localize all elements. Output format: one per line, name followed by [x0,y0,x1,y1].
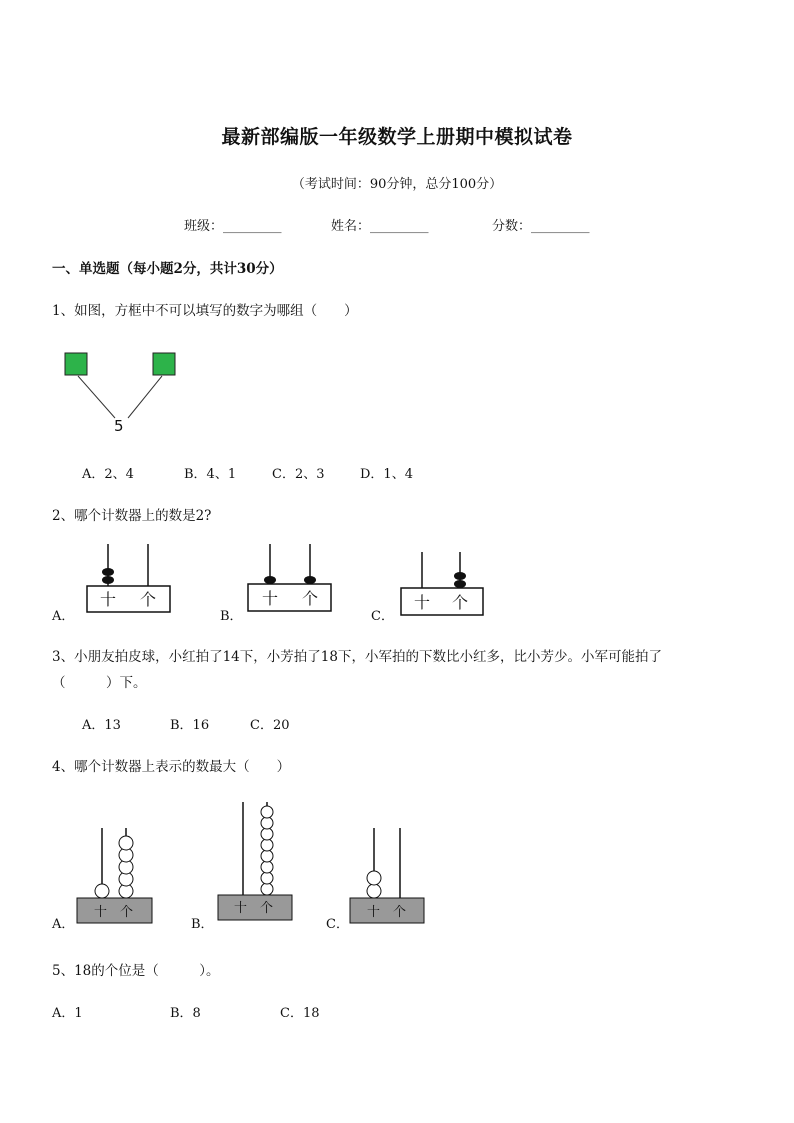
right-answer-box [153,353,175,375]
tens-place-label: 十 [94,905,108,920]
ones-place-label: 个 [302,589,319,608]
tens-place-label: 十 [100,590,117,609]
question-2-text: 2、哪个计数器上的数是2? [52,508,212,524]
abacus-bead [454,572,466,580]
page-title: 最新部编版一年级数学上册期中模拟试卷 [221,126,573,148]
q4-abacus-b [215,800,297,925]
abacus-base [248,584,331,611]
q4-option-c-label[interactable]: C． [326,917,349,932]
abacus-bead [261,806,273,818]
abacus-base [350,898,424,923]
ones-place-label: 个 [140,590,157,609]
abacus-bead [102,568,114,576]
q2-option-a-label[interactable]: A． [52,609,75,624]
q2-abacus-b [244,542,336,617]
ones-place-label: 个 [452,593,469,612]
abacus-bead [102,576,114,584]
abacus-bead [261,817,273,829]
q3-option-b[interactable]: B．16 [170,718,210,733]
ones-place-label: 个 [120,905,134,920]
q1-option-b[interactable]: B．4、1 [184,467,237,482]
ones-place-label: 个 [260,901,274,916]
exam-duration-note: （考试时间：90分钟，总分100分） [291,177,503,192]
question-1-text: 1、如图，方框中不可以填写的数字为哪组（ ） [52,303,358,319]
right-branch-line [128,376,162,418]
decomposition-figure [60,348,190,440]
q2-abacus-c [396,550,488,620]
left-answer-box [65,353,87,375]
left-branch-line [78,376,115,418]
question-3-text-line2: （ ）下。 [52,675,147,691]
section-heading: 一、单选题（每小题2分，共计30分） [52,261,283,277]
q4-option-b-label[interactable]: B． [191,917,214,932]
score-field[interactable]: 分数：_________ [492,219,590,234]
abacus-bead [454,580,466,588]
abacus-base [218,895,292,920]
q5-option-c[interactable]: C．18 [280,1006,320,1021]
q4-option-a-label[interactable]: A． [52,917,75,932]
ones-place-label: 个 [393,905,407,920]
abacus-bead [261,850,273,862]
abacus-bead [261,828,273,840]
q3-option-a[interactable]: A．13 [82,718,121,733]
tens-place-label: 十 [262,589,279,608]
abacus-base [77,898,152,923]
abacus-bead [304,576,316,584]
tens-place-label: 十 [367,905,381,920]
q5-option-b[interactable]: B．8 [170,1006,201,1021]
q3-option-c[interactable]: C．20 [250,718,290,733]
abacus-bead [367,884,381,898]
tens-place-label: 十 [234,901,248,916]
abacus-bead [264,576,276,584]
q2-option-c-label[interactable]: C． [371,609,394,624]
tens-place-label: 十 [414,593,431,612]
abacus-bead [119,836,133,850]
question-5-text: 5、18的个位是（ ）。 [52,963,220,979]
q1-option-d[interactable]: D．1、4 [360,467,413,482]
abacus-bead [261,839,273,851]
q1-option-a[interactable]: A．2、4 [82,467,134,482]
q5-option-a[interactable]: A．1 [52,1006,83,1021]
question-4-text: 4、哪个计数器上表示的数最大（ ） [52,759,291,775]
abacus-bead [261,872,273,884]
q2-abacus-a [84,542,176,617]
abacus-bead [261,861,273,873]
q2-option-b-label[interactable]: B． [220,609,243,624]
q4-abacus-a [74,826,156,926]
class-field[interactable]: 班级：_________ [184,219,282,234]
q1-option-c[interactable]: C．2、3 [272,467,325,482]
question-3-text-line1: 3、小朋友拍皮球，小红拍了14下，小芳拍了18下，小军拍的下数比小红多，比小芳少。小军可能拍了 [52,649,662,665]
whole-number: 5 [114,417,124,435]
abacus-bead [367,871,381,885]
abacus-bead [261,883,273,895]
abacus-bead [95,884,109,898]
name-field[interactable]: 姓名：_________ [331,219,429,234]
q4-abacus-c [346,826,428,926]
